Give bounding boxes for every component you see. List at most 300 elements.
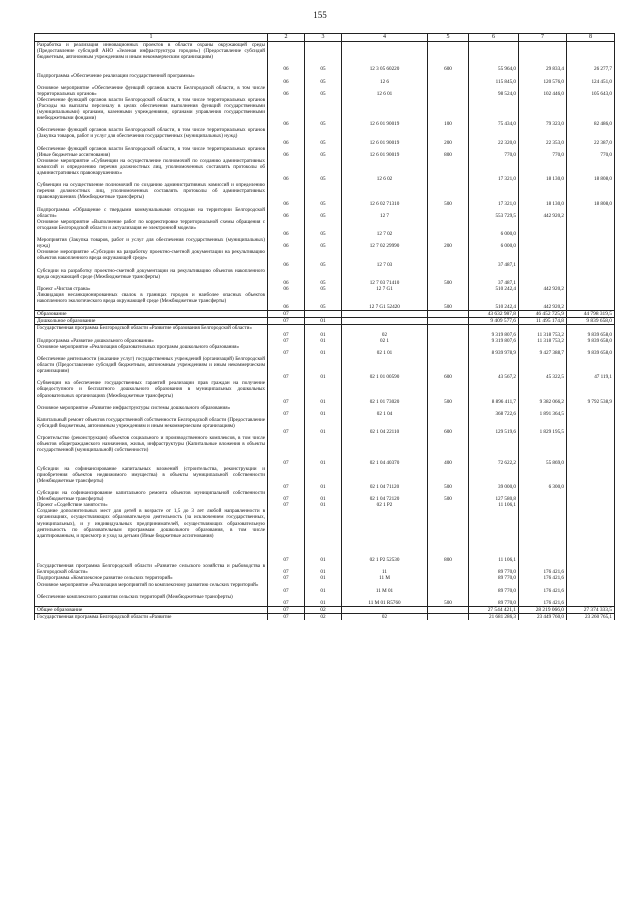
section-code: 07 — [268, 575, 305, 581]
amount-year-1: 129 519,6 — [469, 417, 519, 435]
amount-year-3: 124 451,0 — [567, 73, 615, 85]
subsection-code: 05 — [305, 97, 342, 128]
subsection-code: 01 — [305, 338, 342, 344]
section-code: 06 — [268, 73, 305, 85]
row-name: Основное мероприятие «Субвенции на осуществление полномочий по созданию административных комиссий и определению перечня должностных лиц, уполномоченных составлять протоколы об административных правонарушениях» — [35, 158, 268, 182]
amount-year-2: 1 891 364,5 — [519, 405, 567, 417]
section-code: 07 — [268, 417, 305, 435]
row-name: Ликвидация несанкционированных свалок в границах городов и наиболее опасных объектов накопленного экологического вреда окружающей среде (Межбюджетные трансферты) — [35, 292, 268, 311]
target-article-code: 02 1 01 — [342, 344, 428, 356]
section-code: 07 — [268, 508, 305, 563]
amount-year-2 — [519, 219, 567, 237]
table-row — [35, 344, 615, 356]
target-article-code: 12 7 G1 — [342, 286, 428, 292]
table-row — [35, 417, 615, 435]
row-name: Капитальный ремонт объектов государственной собственности Белгородской области (Предоставление субсидий бюджетным, автономным учреждениям и иным некоммерческим организациям) — [35, 417, 268, 435]
amount-year-2 — [519, 237, 567, 249]
amount-year-1: 55 964,0 — [469, 42, 519, 73]
table-row — [35, 42, 615, 73]
expense-type-code: 800 — [428, 508, 469, 563]
row-name: Проект «Чистая страна» — [35, 286, 268, 292]
amount-year-1: 17 321,0 — [469, 158, 519, 182]
table-row — [35, 237, 615, 249]
row-name: Основное мероприятие «Выполнение работ по корректировке территориальной схемы обращения с отходами Белгородской области и актуализация ее электронной модели» — [35, 219, 268, 237]
amount-year-3: 770,0 — [567, 146, 615, 158]
amount-year-2: 102 446,0 — [519, 85, 567, 97]
section-code: 06 — [268, 127, 305, 145]
row-name: Субвенции на обеспечение государственных гарантий реализации прав граждан на получение общедоступного и бесплатного дошкольного образования в муниципальных дошкольных образовательных организациях (Межбюджетные трансферты) — [35, 380, 268, 404]
subsection-code: 01 — [305, 575, 342, 581]
table-header-row — [35, 34, 615, 42]
amount-year-1: 115 845,0 — [469, 73, 519, 85]
table-row — [35, 356, 615, 380]
table-total-row — [35, 318, 615, 325]
subsection-code — [305, 311, 342, 318]
row-name: Подпрограмма «Комплексное развитие сельских территорий» — [35, 575, 268, 581]
amount-year-2: 770,0 — [519, 146, 567, 158]
amount-year-3 — [567, 466, 615, 490]
amount-year-2: 120 576,0 — [519, 73, 567, 85]
expense-type-code: 500 — [428, 490, 469, 502]
row-name: Образование — [35, 311, 268, 318]
table-row — [35, 249, 615, 267]
subsection-code: 05 — [305, 73, 342, 85]
table-body — [35, 42, 615, 621]
row-name: Основное мероприятие «Развитие инфраструктуры системы дошкольного образования» — [35, 405, 268, 417]
expense-type-code: 500 — [428, 292, 469, 311]
target-article-code: 11 М 01 — [342, 582, 428, 594]
expense-type-code: 600 — [428, 417, 469, 435]
target-article-code: 12 6 02 71310 — [342, 182, 428, 206]
row-name: Основное мероприятие «Реализация мероприятий по комплексному развитию сельских территорий» — [35, 582, 268, 594]
amount-year-2: 18 130,0 — [519, 158, 567, 182]
target-article-code: 12 6 — [342, 73, 428, 85]
subsection-code: 05 — [305, 146, 342, 158]
row-name: Государственная программа Белгородской области «Развитие — [35, 614, 268, 621]
amount-year-3 — [567, 268, 615, 286]
subsection-code: 01 — [305, 417, 342, 435]
expense-type-code — [428, 311, 469, 318]
table-row — [35, 127, 615, 145]
amount-year-1: 75 434,0 — [469, 97, 519, 128]
amount-year-1: 72 622,2 — [469, 435, 519, 466]
section-code: 06 — [268, 85, 305, 97]
row-name: Общее образование — [35, 606, 268, 613]
amount-year-1: 37 487,1 — [469, 268, 519, 286]
amount-year-1: 9 319 807,6 — [469, 325, 519, 338]
column-header: 8 — [567, 34, 615, 42]
row-name: Строительство (реконструкция) объектов социального и производственного комплексов, в том числе объектов общегражданского назначения, жилья, инфраструктуры (Капитальные вложения в объекты государственной (муниципальной) собственности) — [35, 435, 268, 466]
subsection-code: 05 — [305, 237, 342, 249]
section-code: 07 — [268, 325, 305, 338]
table-row — [35, 490, 615, 502]
target-article-code: 02 — [342, 325, 428, 338]
subsection-code: 02 — [305, 606, 342, 613]
target-article-code: 12 7 02 29990 — [342, 237, 428, 249]
table-row — [35, 73, 615, 85]
column-header: 4 — [342, 34, 428, 42]
expense-type-code: 200 — [428, 127, 469, 145]
expense-type-code — [428, 85, 469, 97]
section-code: 06 — [268, 219, 305, 237]
amount-year-3 — [567, 405, 615, 417]
amount-year-2: 6 300,0 — [519, 466, 567, 490]
subsection-code: 01 — [305, 502, 342, 508]
expense-type-code — [428, 344, 469, 356]
amount-year-2: 9 382 066,2 — [519, 380, 567, 404]
amount-year-2: 176 421,6 — [519, 563, 567, 575]
target-article-code: 02 1 04 40370 — [342, 435, 428, 466]
row-name: Основное мероприятие «Обеспечение функций органов власти Белгородской области, в том числе территориальных органов» — [35, 85, 268, 97]
subsection-code: 05 — [305, 219, 342, 237]
amount-year-3 — [567, 249, 615, 267]
target-article-code: 02 1 P2 — [342, 502, 428, 508]
amount-year-1: 27 544 421,1 — [469, 606, 519, 613]
section-code: 07 — [268, 356, 305, 380]
row-name: Государственная программа Белгородской области «Развитие сельского хозяйства и рыбоводства в Белгородской области» — [35, 563, 268, 575]
row-name: Обеспечение функций органов власти Белгородской области, в том числе территориальных органов (Закупка товаров, работ и услуг для обеспечения государственных (муниципальных) нужд) — [35, 127, 268, 145]
section-code: 07 — [268, 466, 305, 490]
subsection-code: 05 — [305, 249, 342, 267]
amount-year-3: 18 808,0 — [567, 158, 615, 182]
section-code: 06 — [268, 286, 305, 292]
target-article-code: 02 1 01 00590 — [342, 356, 428, 380]
row-name: Субсидии на софинансирование капитальных вложений (строительства, реконструкции и приобретения объектов недвижимого имущества) в объекты муниципальной собственности (Межбюджетные трансферты) — [35, 466, 268, 490]
subsection-code: 01 — [305, 356, 342, 380]
row-name: Основное мероприятие «Субсидии на разработку проектно-сметной документации на рекультивацию объектов накопленного вреда окружающей среде» — [35, 249, 268, 267]
subsection-code: 02 — [305, 614, 342, 621]
amount-year-3 — [567, 435, 615, 466]
table-row — [35, 466, 615, 490]
amount-year-2: 11 318 753,2 — [519, 338, 567, 344]
table-row — [35, 158, 615, 182]
amount-year-2: 23 449 760,0 — [519, 614, 567, 621]
amount-year-1: 368 722,6 — [469, 405, 519, 417]
amount-year-2: 1 829 195,5 — [519, 417, 567, 435]
amount-year-2: 176 421,6 — [519, 594, 567, 607]
amount-year-2: 176 421,6 — [519, 582, 567, 594]
amount-year-1: 9 319 807,6 — [469, 338, 519, 344]
subsection-code: 05 — [305, 207, 342, 219]
amount-year-2: 176 421,6 — [519, 575, 567, 581]
subsection-code: 01 — [305, 594, 342, 607]
table-row — [35, 435, 615, 466]
amount-year-1: 6 000,0 — [469, 219, 519, 237]
amount-year-3: 47 119,1 — [567, 356, 615, 380]
table-row — [35, 563, 615, 575]
amount-year-1: 37 487,1 — [469, 249, 519, 267]
expense-type-code: 600 — [428, 42, 469, 73]
expense-type-code: 200 — [428, 237, 469, 249]
target-article-code: 12 3 05 60220 — [342, 42, 428, 73]
row-name: Мероприятия (Закупка товаров, работ и услуг для обеспечения государственных (муниципальных) нужд) — [35, 237, 268, 249]
table-row — [35, 146, 615, 158]
amount-year-3: 9 839 658,0 — [567, 318, 615, 325]
amount-year-1: 89 770,0 — [469, 594, 519, 607]
expense-type-code — [428, 563, 469, 575]
table-row — [35, 219, 615, 237]
amount-year-1: 510 242,4 — [469, 292, 519, 311]
row-name: Разработка и реализация инновационных проектов в области охраны окружающей среды (Предоставление субсидий АНО «Зеленая инфраструктура городов») (Предоставление субсидий бюджетным, автономным учреждениям и иным некоммерческим организациям) — [35, 42, 268, 73]
amount-year-2: 28 219 066,0 — [519, 606, 567, 613]
amount-year-3: 9 839 658,0 — [567, 325, 615, 338]
table-row — [35, 582, 615, 594]
amount-year-1: 43 632 987,8 — [469, 311, 519, 318]
target-article-code: 12 7 — [342, 207, 428, 219]
section-code: 07 — [268, 582, 305, 594]
section-code: 06 — [268, 146, 305, 158]
table-row — [35, 182, 615, 206]
amount-year-1: 510 242,4 — [469, 286, 519, 292]
section-code: 07 — [268, 405, 305, 417]
section-code: 07 — [268, 311, 305, 318]
subsection-code: 01 — [305, 405, 342, 417]
row-name: Проект «Содействие занятости» — [35, 502, 268, 508]
amount-year-2: 442 920,2 — [519, 207, 567, 219]
amount-year-1: 11 106,1 — [469, 508, 519, 563]
amount-year-3 — [567, 594, 615, 607]
section-code: 06 — [268, 249, 305, 267]
amount-year-2: 29 833,4 — [519, 42, 567, 73]
subsection-code: 01 — [305, 435, 342, 466]
amount-year-2: 9 427 388,7 — [519, 344, 567, 356]
expense-type-code — [428, 606, 469, 613]
subsection-code: 01 — [305, 380, 342, 404]
target-article-code: 11 М 01 R5760 — [342, 594, 428, 607]
table-row — [35, 380, 615, 404]
amount-year-2: 45 322,5 — [519, 356, 567, 380]
table-row — [35, 405, 615, 417]
expense-type-code: 600 — [428, 356, 469, 380]
amount-year-3 — [567, 417, 615, 435]
expense-type-code — [428, 405, 469, 417]
row-name: Государственная программа Белгородской области «Развитие образования Белгородской области» — [35, 325, 268, 338]
target-article-code — [342, 311, 428, 318]
column-header: 6 — [469, 34, 519, 42]
table-row — [35, 508, 615, 563]
amount-year-2: 442 920,2 — [519, 292, 567, 311]
column-header: 3 — [305, 34, 342, 42]
amount-year-3 — [567, 490, 615, 502]
section-code: 06 — [268, 182, 305, 206]
expense-type-code — [428, 73, 469, 85]
expense-type-code: 500 — [428, 466, 469, 490]
target-article-code: 12 7 02 — [342, 219, 428, 237]
target-article-code: 11 — [342, 563, 428, 575]
amount-year-2: 11 495 174,8 — [519, 318, 567, 325]
target-article-code: 02 1 01 73020 — [342, 380, 428, 404]
amount-year-1: 89 770,0 — [469, 575, 519, 581]
amount-year-2 — [519, 268, 567, 286]
amount-year-3: 9 792 538,9 — [567, 380, 615, 404]
amount-year-2 — [519, 249, 567, 267]
row-name: Субсидии на разработку проектно-сметной документации на рекультивацию объектов накопленного вреда окружающей среде (Межбюджетные трансферты) — [35, 268, 268, 286]
section-code: 07 — [268, 338, 305, 344]
section-code: 07 — [268, 435, 305, 466]
amount-year-3: 105 643,0 — [567, 85, 615, 97]
subsection-code: 05 — [305, 182, 342, 206]
amount-year-1: 553 729,5 — [469, 207, 519, 219]
section-code: 07 — [268, 502, 305, 508]
amount-year-1: 9 409 577,6 — [469, 318, 519, 325]
target-article-code: 02 1 04 72120 — [342, 490, 428, 502]
section-code: 07 — [268, 318, 305, 325]
amount-year-3: 27 374 333,5 — [567, 606, 615, 613]
amount-year-2 — [519, 490, 567, 502]
amount-year-1: 8 896 411,7 — [469, 380, 519, 404]
expense-type-code — [428, 614, 469, 621]
amount-year-3: 23 260 765,1 — [567, 614, 615, 621]
amount-year-3 — [567, 563, 615, 575]
target-article-code: 02 1 04 22110 — [342, 417, 428, 435]
table-row — [35, 292, 615, 311]
amount-year-1: 39 000,0 — [469, 466, 519, 490]
table-total-row — [35, 311, 615, 318]
table-row — [35, 97, 615, 128]
subsection-code: 05 — [305, 42, 342, 73]
amount-year-1: 22 320,0 — [469, 127, 519, 145]
table-row — [35, 594, 615, 607]
amount-year-1: 89 770,0 — [469, 582, 519, 594]
amount-year-2: 55 869,0 — [519, 435, 567, 466]
section-code: 06 — [268, 292, 305, 311]
amount-year-3 — [567, 508, 615, 563]
section-code: 07 — [268, 614, 305, 621]
section-code: 07 — [268, 563, 305, 575]
amount-year-1: 17 321,0 — [469, 182, 519, 206]
target-article-code: 02 1 04 — [342, 405, 428, 417]
section-code: 06 — [268, 42, 305, 73]
amount-year-1: 98 524,0 — [469, 85, 519, 97]
amount-year-3 — [567, 237, 615, 249]
target-article-code: 12 6 01 — [342, 85, 428, 97]
row-name: Подпрограмма «Развитие дошкольного образования» — [35, 338, 268, 344]
target-article-code: 12 7 03 — [342, 249, 428, 267]
amount-year-3: 9 839 658,0 — [567, 344, 615, 356]
amount-year-1: 11 106,1 — [469, 502, 519, 508]
subsection-code: 05 — [305, 268, 342, 286]
amount-year-3 — [567, 582, 615, 594]
amount-year-3: 9 839 658,0 — [567, 338, 615, 344]
target-article-code: 02 1 — [342, 338, 428, 344]
subsection-code: 05 — [305, 127, 342, 145]
subsection-code: 01 — [305, 508, 342, 563]
amount-year-3 — [567, 219, 615, 237]
target-article-code: 12 6 01 90019 — [342, 127, 428, 145]
subsection-code: 05 — [305, 292, 342, 311]
table-row — [35, 268, 615, 286]
target-article-code — [342, 318, 428, 325]
amount-year-2: 79 323,0 — [519, 97, 567, 128]
amount-year-2: 46 452 725,9 — [519, 311, 567, 318]
subsection-code: 05 — [305, 158, 342, 182]
column-header: 2 — [268, 34, 305, 42]
expense-type-code: 500 — [428, 268, 469, 286]
expense-type-code: 500 — [428, 594, 469, 607]
amount-year-3 — [567, 292, 615, 311]
subsection-code: 01 — [305, 490, 342, 502]
subsection-code: 01 — [305, 466, 342, 490]
expense-type-code: 500 — [428, 380, 469, 404]
amount-year-2: 442 920,2 — [519, 286, 567, 292]
row-name: Обеспечение комплексного развития сельских территорий (Межбюджетные трансферты) — [35, 594, 268, 607]
amount-year-3: 82 486,0 — [567, 97, 615, 128]
target-article-code: 12 7 G1 52420 — [342, 292, 428, 311]
row-name: Подпрограмма «Обращение с твердыми коммунальными отходами на территории Белгородской области» — [35, 207, 268, 219]
section-code: 06 — [268, 237, 305, 249]
target-article-code: 12 7 03 71410 — [342, 268, 428, 286]
column-header: 5 — [428, 34, 469, 42]
section-code: 06 — [268, 97, 305, 128]
page-number: 155 — [313, 10, 327, 20]
subsection-code: 01 — [305, 325, 342, 338]
row-name: Субсидии на софинансирование капитального ремонта объектов муниципальной собственности (Межбюджетные трансферты) — [35, 490, 268, 502]
table-row — [35, 85, 615, 97]
amount-year-2: 11 318 753,2 — [519, 325, 567, 338]
row-name: Дошкольное образование — [35, 318, 268, 325]
table-row — [35, 325, 615, 338]
subsection-code: 05 — [305, 286, 342, 292]
section-code: 06 — [268, 158, 305, 182]
amount-year-2: 18 130,0 — [519, 182, 567, 206]
amount-year-1: 770,0 — [469, 146, 519, 158]
expense-type-code: 500 — [428, 182, 469, 206]
amount-year-2 — [519, 508, 567, 563]
target-article-code: 12 6 01 90019 — [342, 97, 428, 128]
amount-year-3 — [567, 207, 615, 219]
amount-year-1: 8 939 978,9 — [469, 344, 519, 356]
subsection-code: 01 — [305, 582, 342, 594]
table-row — [35, 614, 615, 621]
table-row — [35, 207, 615, 219]
budget-table — [34, 33, 615, 620]
section-code: 07 — [268, 594, 305, 607]
amount-year-2: 22 353,0 — [519, 127, 567, 145]
amount-year-1: 21 681 286,3 — [469, 614, 519, 621]
subsection-code: 01 — [305, 563, 342, 575]
section-code: 06 — [268, 207, 305, 219]
row-name: Создание дополнительных мест для детей в возрасте от 1,5 до 3 лет любой направленности в организациях, осуществляющих образовательную деятельность (за исключением государственных, муниципальных), и у индивидуальных предпринимателей, осуществляющих образовательную деятельность по образовательным программам дошкольного образования, в том числе адаптированным, и присмотр и уход за детьми (Иные бюджетные ассигнования) — [35, 508, 268, 563]
amount-year-3: 26 277,7 — [567, 42, 615, 73]
amount-year-1: 6 000,0 — [469, 237, 519, 249]
subsection-code: 01 — [305, 344, 342, 356]
amount-year-1: 127 580,8 — [469, 490, 519, 502]
row-name: Основное мероприятие «Реализация образовательных программ дошкольного образования» — [35, 344, 268, 356]
row-name: Субвенции на осуществление полномочий по созданию административных комиссий и определению перечня должностных лиц, уполномоченных составлять протоколы об административных правонарушениях (Межбюджетные трансферты) — [35, 182, 268, 206]
expense-type-code — [428, 207, 469, 219]
expense-type-code: 800 — [428, 146, 469, 158]
section-code: 06 — [268, 268, 305, 286]
amount-year-1: 43 567,2 — [469, 356, 519, 380]
amount-year-3: 18 808,0 — [567, 182, 615, 206]
expense-type-code — [428, 325, 469, 338]
subsection-code: 01 — [305, 318, 342, 325]
section-code: 07 — [268, 490, 305, 502]
expense-type-code: 100 — [428, 97, 469, 128]
row-name: Подпрограмма «Обеспечение реализации государственной программы» — [35, 73, 268, 85]
expense-type-code — [428, 318, 469, 325]
section-code: 07 — [268, 380, 305, 404]
section-code: 07 — [268, 344, 305, 356]
expense-type-code — [428, 219, 469, 237]
expense-type-code: 400 — [428, 435, 469, 466]
subsection-code: 05 — [305, 85, 342, 97]
amount-year-1: 89 770,0 — [469, 563, 519, 575]
expense-type-code — [428, 158, 469, 182]
target-article-code — [342, 606, 428, 613]
target-article-code: 12 6 02 — [342, 158, 428, 182]
amount-year-3: 22 387,0 — [567, 127, 615, 145]
